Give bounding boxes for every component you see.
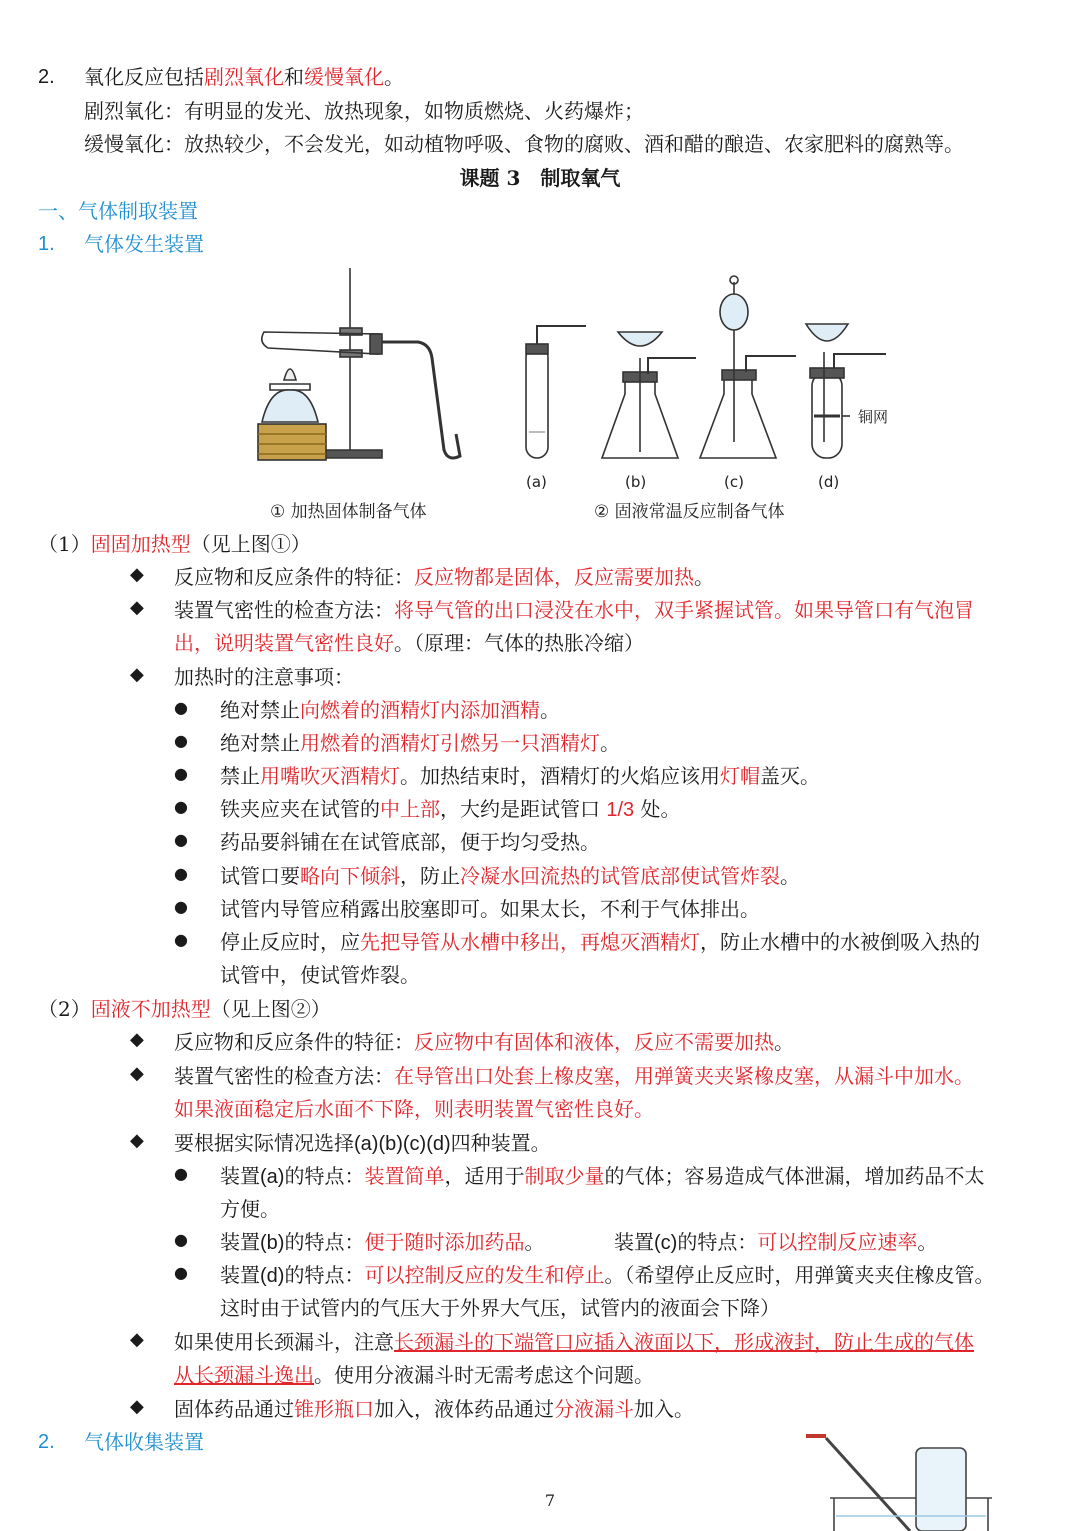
oxidation-intro: 氧化反应包括剧烈氧化和缓慢氧化。 [84,65,404,89]
circle-bullet: ● [174,1230,188,1249]
note-2: 绝对禁止用燃着的酒精灯引燃另一只酒精灯。 [220,731,620,755]
circle-bullet: ● [174,731,188,750]
funnel-note-b: 从长颈漏斗逸出。使用分液漏斗时无需考虑这个问题。 [174,1363,654,1387]
sub-heading: 气体发生装置 [84,232,204,256]
diamond-bullet: ◆ [130,1029,144,1050]
device-d-b: 这时由于试管内的气压大于外界大气压，试管内的液面会下降） [220,1296,780,1320]
label-c: (c) [724,473,744,491]
note-1: 绝对禁止向燃着的酒精灯内添加酒精。 [220,698,560,722]
label-b: (b) [625,473,647,491]
note-7: 试管内导管应稍露出胶塞即可。如果太长，不利于气体排出。 [220,897,760,921]
sub-heading: 气体收集装置 [84,1430,204,1454]
part2-heading: （2）固液不加热型（见上图②） [38,997,331,1021]
note-3: 禁止用嘴吹灭酒精灯。加热结束时，酒精灯的火焰应该用灯帽盖灭。 [220,764,820,788]
part1-heading: （1）固固加热型（见上图①） [38,532,311,556]
note-6: 试管口要略向下倾斜，防止冷凝水回流热的试管底部使试管炸裂。 [220,864,800,888]
section-heading: 一、气体制取装置 [38,199,198,223]
label-a: (a) [526,473,547,491]
circle-bullet: ● [174,797,188,816]
note-8a: 停止反应时，应先把导管从水槽中移出，再熄灭酒精灯，防止水槽中的水被倒吸入热的 [220,930,980,954]
device-c: 装置(c)的特点：可以控制反应速率。 [614,1230,938,1254]
device-a-a: 装置(a)的特点：装置简单，适用于制取少量的气体；容易造成气体泄漏，增加药品不太 [220,1164,985,1188]
violent-oxidation: 剧烈氧化：有明显的发光、放热现象，如物质燃烧、火药爆炸； [84,99,644,123]
note-8b: 试管中，使试管炸裂。 [220,963,420,987]
p2-choose: 要根据实际情况选择(a)(b)(c)(d)四种装置。 [174,1131,551,1155]
device-a-b: 方便。 [220,1197,280,1221]
p2-feature: 反应物和反应条件的特征：反应物中有固体和液体，反应不需要加热。 [174,1030,794,1054]
sub-number: 2. [38,1431,55,1453]
diamond-bullet: ◆ [130,597,144,618]
p2-airtight-b: 如果液面稳定后水面不下降，则表明装置气密性良好。 [174,1097,654,1121]
p1-airtight-b: 出，说明装置气密性良好。（原理：气体的热胀冷缩） [174,631,644,655]
device-b-c: 装置(b)的特点：便于随时添加药品。 [220,1230,545,1254]
lesson-title: 课题 3 制取氧气 [459,166,621,190]
circle-bullet: ● [174,698,188,717]
label-d: (d) [818,473,840,491]
collection-figure [800,1428,1000,1531]
item-number: 2. [38,66,55,88]
circle-bullet: ● [174,897,188,916]
note-4: 铁夹应夹在试管的中上部，大约是距试管口 1/3 处。 [220,797,681,821]
sub-number: 1. [38,233,55,255]
circle-bullet: ● [174,1263,188,1282]
apparatus-figure [250,262,910,524]
diamond-bullet: ◆ [130,564,144,585]
diamond-bullet: ◆ [130,1130,144,1151]
p1-notes-heading: 加热时的注意事项： [174,665,354,689]
p2-airtight-a: 装置气密性的检查方法：在导管出口处套上橡皮塞，用弹簧夹夹紧橡皮塞，从漏斗中加水。 [174,1064,974,1088]
circle-bullet: ● [174,930,188,949]
p1-airtight-a: 装置气密性的检查方法：将导气管的出口浸没在水中，双手紧握试管。如果导管口有气泡冒 [174,598,974,622]
note-5: 药品要斜铺在在试管底部，便于均匀受热。 [220,830,600,854]
funnel-note-a: 如果使用长颈漏斗，注意长颈漏斗的下端管口应插入液面以下，形成液封，防止生成的气体 [174,1330,974,1354]
slow-oxidation: 缓慢氧化：放热较少，不会发光，如动植物呼吸、食物的腐败、酒和醋的酿造、农家肥料的腐熟等。 [84,132,964,156]
diamond-bullet: ◆ [130,1329,144,1350]
caption-heating: ① 加热固体制备气体 [270,502,427,522]
circle-bullet: ● [174,830,188,849]
diamond-bullet: ◆ [130,664,144,685]
circle-bullet: ● [174,764,188,783]
device-d-a: 装置(d)的特点：可以控制反应的发生和停止。（希望停止反应时，用弹簧夹夹住橡皮管。 [220,1263,995,1287]
adding-reagents: 固体药品通过锥形瓶口加入，液体药品通过分液漏斗加入。 [174,1397,694,1421]
circle-bullet: ● [174,864,188,883]
diamond-bullet: ◆ [130,1396,144,1417]
p1-feature: 反应物和反应条件的特征：反应物都是固体，反应需要加热。 [174,565,714,589]
page-number: 7 [544,1491,556,1510]
circle-bullet: ● [174,1164,188,1183]
mesh-label: 铜网 [858,408,889,426]
diamond-bullet: ◆ [130,1063,144,1084]
caption-room-temp: ② 固液常温反应制备气体 [594,502,785,522]
